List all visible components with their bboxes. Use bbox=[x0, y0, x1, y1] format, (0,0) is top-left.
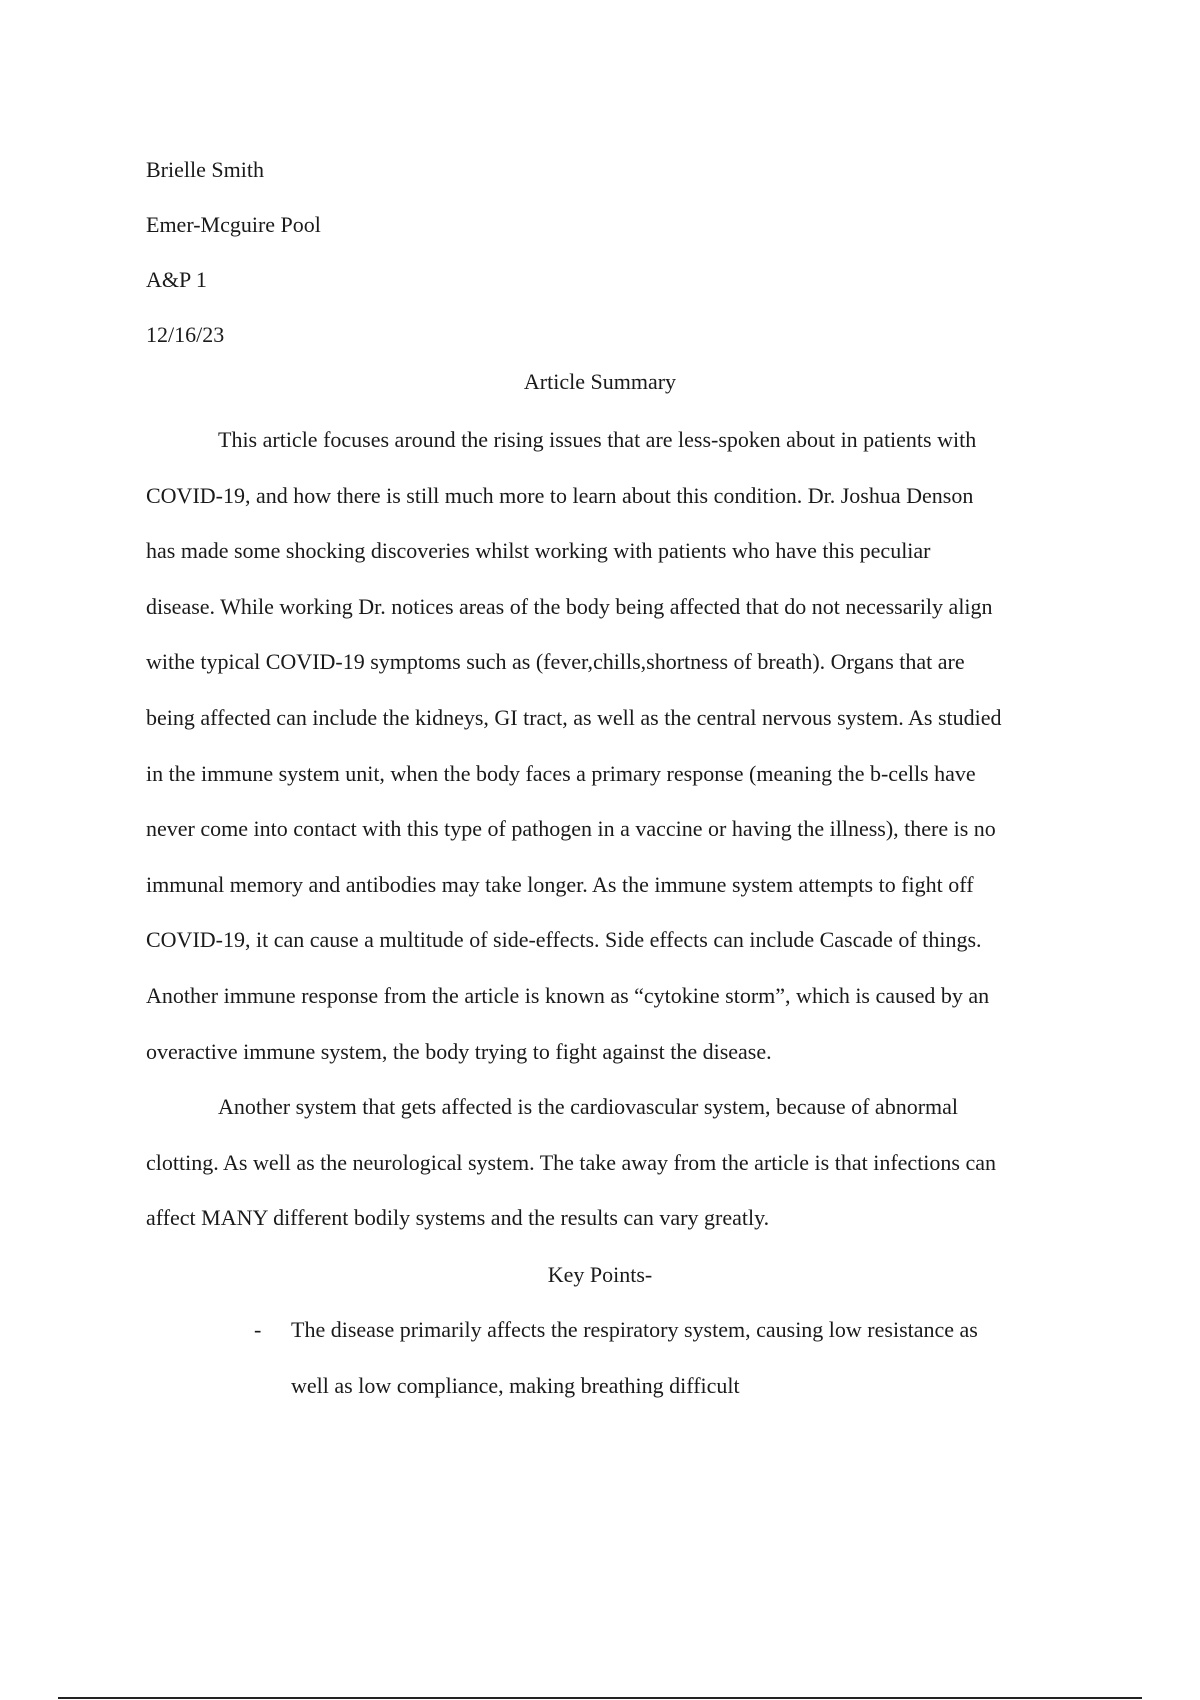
paragraph-line: This article focuses around the rising issues that are less-spoken about in patients with bbox=[218, 427, 977, 452]
page-bottom-divider bbox=[58, 1697, 1142, 1699]
document-body bbox=[146, 420, 1096, 1254]
paragraph-line: never come into contact with this type of pathogen in a vaccine or having the illness), there is no bbox=[146, 816, 996, 842]
paragraph-line: overactive immune system, the body trying to fight against the disease. bbox=[146, 1038, 772, 1064]
paragraph-line: COVID-19, it can cause a multitude of side-effects. Side effects can include Cascade of things. bbox=[146, 927, 982, 953]
bullet-marker: - bbox=[254, 1317, 262, 1342]
list-item-text bbox=[291, 1310, 1111, 1421]
paragraph-line: disease. While working Dr. notices areas of the body being affected that do not necessarily align bbox=[146, 593, 993, 619]
key-points-heading: Key Points- bbox=[547, 1262, 653, 1287]
paragraph-1 bbox=[146, 420, 1096, 1087]
paragraph-line: Another system that gets affected is the cardiovascular system, because of abnormal bbox=[218, 1094, 959, 1120]
author-name: Brielle Smith bbox=[146, 157, 264, 182]
paragraph-line: clotting. As well as the neurological system. The take away from the article is that infections can bbox=[146, 1149, 997, 1175]
paragraph-line: in the immune system unit, when the body faces a primary response (meaning the b-cells have bbox=[146, 760, 976, 786]
paragraph-line: affect MANY different bodily systems and the results can vary greatly. bbox=[146, 1205, 770, 1231]
paragraph-line: withe typical COVID-19 symptoms such as (fever,chills,shortness of breath). Organs that are bbox=[146, 649, 965, 675]
paragraph-line: has made some shocking discoveries whilst working with patients who have this peculiar bbox=[146, 538, 931, 564]
list-item-line: The disease primarily affects the respiratory system, causing low resistance as bbox=[291, 1317, 978, 1342]
paragraph-line: being affected can include the kidneys, GI tract, as well as the central nervous system. As studied bbox=[146, 704, 1002, 730]
document-header bbox=[146, 142, 846, 362]
list-item-line: well as low compliance, making breathing difficult bbox=[291, 1372, 740, 1398]
paragraph-line: COVID-19, and how there is still much more to learn about this condition. Dr. Joshua Denson bbox=[146, 482, 974, 508]
paragraph-2 bbox=[146, 1087, 1096, 1254]
paragraph-line: Another immune response from the article is known as “cytokine storm”, which is caused by an bbox=[146, 982, 990, 1008]
document-date: 12/16/23 bbox=[146, 322, 225, 347]
paragraph-line: immunal memory and antibodies may take longer. As the immune system attempts to fight off bbox=[146, 871, 974, 897]
course-name: A&P 1 bbox=[146, 267, 207, 292]
instructor-name: Emer-Mcguire Pool bbox=[146, 212, 321, 237]
document-title: Article Summary bbox=[523, 369, 677, 394]
